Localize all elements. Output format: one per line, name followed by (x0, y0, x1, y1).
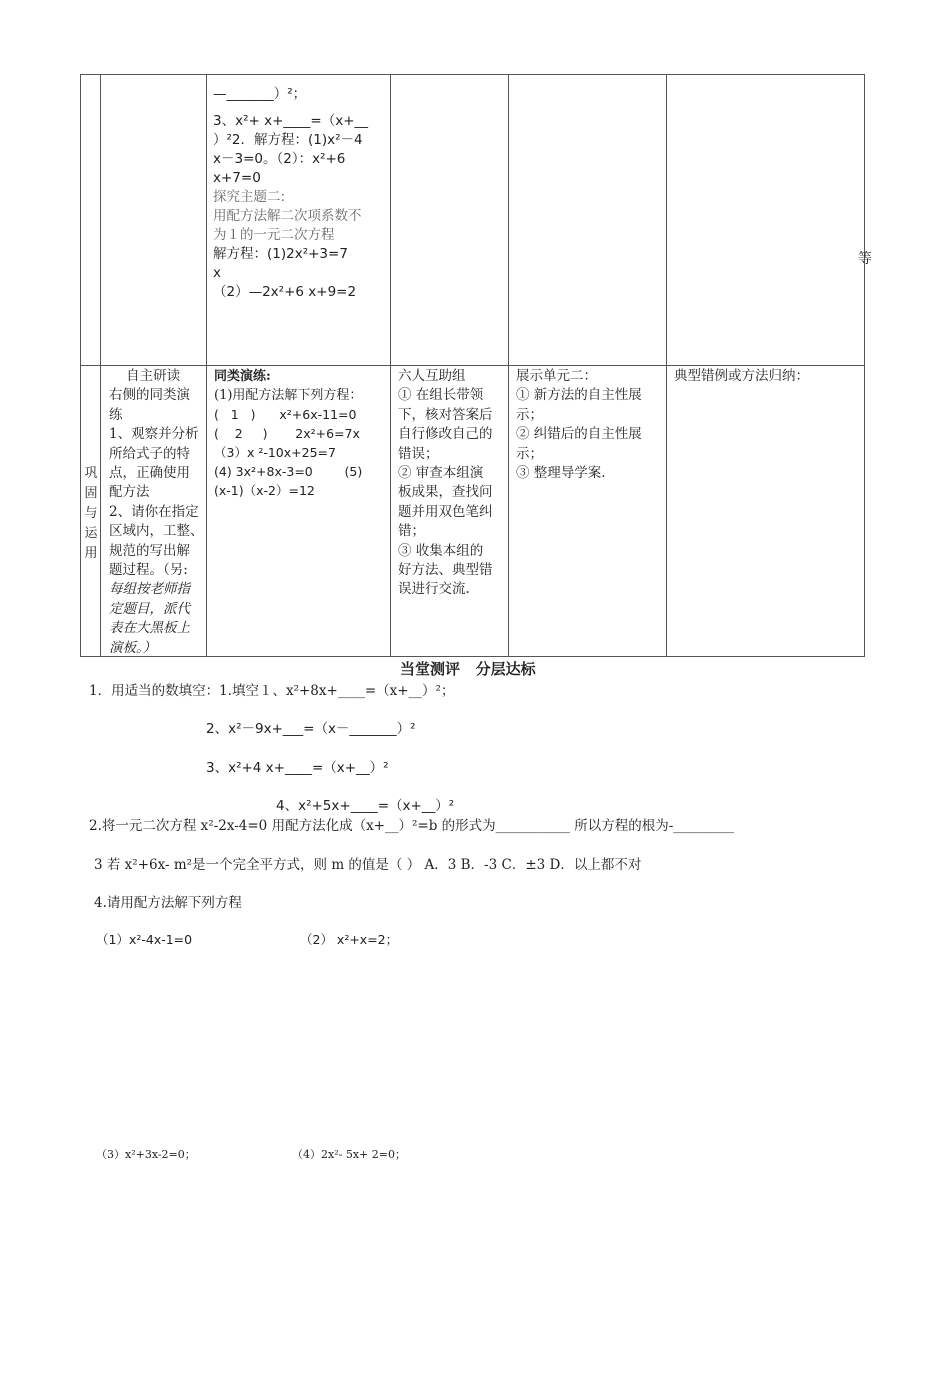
group-line: 下，核对答案后 (398, 406, 493, 423)
question-4-part-1: （1）x²-4x-1=0 (96, 932, 193, 947)
row1-exercise-cell (213, 85, 388, 302)
group-line: 错； (398, 523, 425, 540)
practice-line: ( 1 ) x²+6x-11=0 (214, 407, 357, 422)
practice-line: (4) 3x²+8x-3=0 (5) (214, 464, 363, 479)
question-3: 3 若 x²+6x- m²是一个完全平方式，则 m 的值是（ ） A．3 B．-3 C．±3 D．以上都不对 (94, 857, 642, 873)
row1-line: 3、x²+ x+____=（x+__ (213, 113, 369, 129)
question-4-title: 4.请用配方法解下列方程 (94, 895, 242, 911)
guidance-line: 1、观察并分析 (109, 426, 199, 443)
guidance-line: 自主研读 (109, 368, 181, 384)
display-line: 示； (516, 445, 543, 462)
row1-line: （2）—2x²+6 x+9=2 (213, 284, 357, 300)
guidance-line: 练 (109, 406, 123, 423)
display-line: 展示单元二： (516, 368, 597, 384)
question-1-line-2: 2、x²－9x+___=（x－_______）² (206, 721, 416, 737)
guidance-line: 配方法 (109, 484, 150, 501)
row1-line: 为１的一元二次方程 (213, 227, 335, 243)
guidance-line: 右侧的同类演 (109, 387, 190, 404)
guidance-line: 规范的写出解 (109, 542, 190, 559)
practice-line: ( 2 ) 2x²+6=7x (214, 426, 360, 441)
display-line: ③ 整理导学案. (516, 465, 606, 482)
guidance-line: 表在大黑板上 (109, 620, 190, 637)
group-line: ① 在组长带领 (398, 387, 484, 404)
row1-line: —_______）²； (213, 86, 307, 102)
question-1-line-3: 3、x²+4 x+____=（x+__）² (206, 760, 389, 776)
lesson-table (80, 74, 872, 657)
guidance-line: 演板。） (109, 639, 157, 656)
guidance-line: 点，正确使用 (109, 465, 190, 482)
group-line: 自行修改自己的 (398, 426, 493, 443)
row1-line: x－3=0。（2）：x²+6 (213, 151, 346, 167)
practice-line: (x-1)（x-2）=12 (214, 483, 315, 498)
row2-display-cell (516, 367, 664, 483)
row1-line: 解方程：(1)2x²+3=7 (213, 246, 348, 262)
group-line: 误进行交流. (398, 581, 470, 598)
guidance-line: 所给式子的特 (109, 445, 190, 462)
question-4-part-2: （2） x²+x=2； (300, 932, 399, 947)
guidance-line: 区域内，工整、 (109, 523, 204, 540)
practice-title: 同类演练: (214, 369, 271, 384)
group-line: 错误； (398, 445, 439, 462)
row2-group-cell (398, 367, 506, 600)
stage-char: 巩 (84, 466, 98, 481)
question-4-part-4: （4）2x²- 5x+ 2=0； (292, 1148, 406, 1161)
row2-stage-label (84, 464, 98, 564)
row2-guidance-cell (109, 367, 205, 658)
group-line: 六人互助组 (398, 368, 466, 384)
display-line: 示； (516, 406, 543, 423)
row1-line: 探究主题二: (213, 189, 286, 205)
row2-practice-cell (214, 367, 389, 500)
group-line: 好方法、典型错 (398, 562, 493, 579)
practice-line: （3）x ²-10x+25=7 (214, 445, 336, 460)
question-1-line-4: 4、x²+5x+____=（x+__）² (276, 798, 455, 814)
row1-side-char: 等 (858, 251, 872, 267)
guidance-line: 题过程。（另: (109, 562, 188, 579)
question-4-part-3: （3）x²+3x-2=0； (96, 1148, 196, 1161)
practice-line: (1)用配方法解下列方程： (214, 388, 363, 403)
row1-line: ）²2．解方程：(1)x²－4 (213, 132, 363, 148)
row1-line: 用配方法解二次项系数不 (213, 208, 362, 224)
stage-char: 用 (84, 546, 98, 561)
guidance-line: 定题目，派代 (109, 600, 190, 617)
stage-char: 运 (84, 526, 98, 541)
stage-char: 与 (84, 506, 98, 521)
row2-summary-cell: 典型错例或方法归纳： (674, 368, 809, 384)
group-line: ③ 收集本组的 (398, 542, 484, 559)
display-line: ① 新方法的自主性展 (516, 387, 642, 404)
guidance-line: 每组按老师指 (109, 581, 190, 598)
display-line: ② 纠错后的自主性展 (516, 426, 642, 443)
row1-line: x+7=0 (213, 170, 261, 186)
section-title: 当堂测评 分层达标 (400, 660, 536, 678)
stage-char: 固 (84, 486, 98, 501)
group-line: 板成果，查找问 (398, 484, 493, 501)
question-2: 2.将一元二次方程 x²-2x-4=0 用配方法化成（x+__）²=b 的形式为___________ 所以方程的根为-_________ (89, 818, 734, 834)
row1-line: x (213, 265, 221, 281)
guidance-line: 2、请你在指定 (109, 503, 199, 520)
question-1-line-1: 1．用适当的数填空：1.填空１、x²+8x+____=（x+__）²； (89, 683, 455, 699)
group-line: ② 审查本组演 (398, 465, 484, 482)
group-line: 题并用双色笔纠 (398, 503, 493, 520)
